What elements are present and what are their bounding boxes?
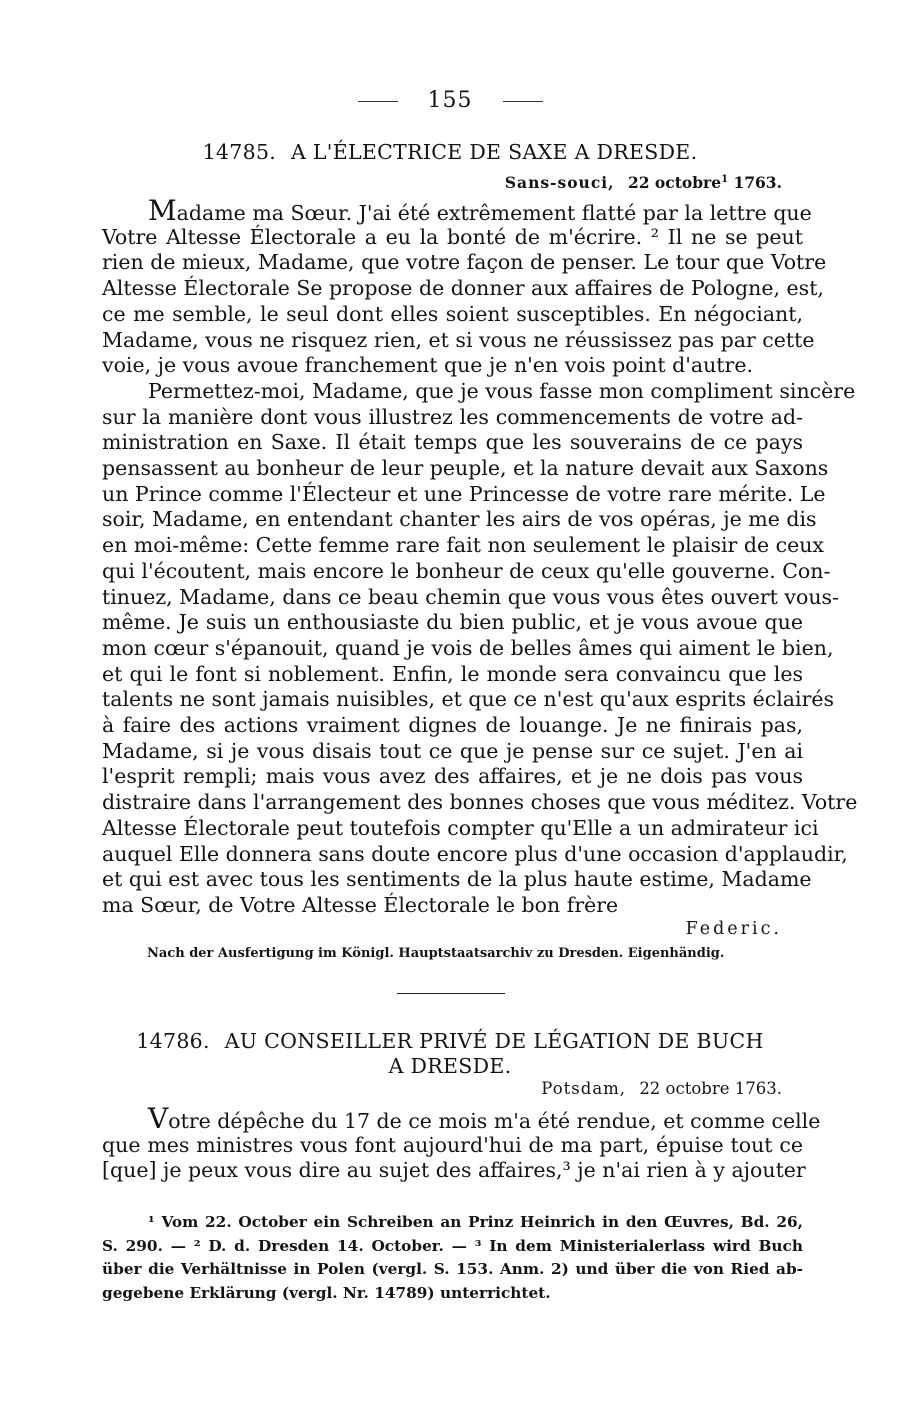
letter1-line: distraire dans l'arrangement des bonnes choses que vous méditez. Votre: [102, 790, 858, 815]
letter2-line: [que] je peux vous dire au sujet des affaires,³ je n'ai rien à y ajouter: [102, 1158, 806, 1183]
letter2-title-line1: AU CONSEILLER PRIVÉ DE LÉGATION DE BUCH: [224, 1029, 764, 1053]
letter1-line: même. Je suis un enthousiaste du bien public, et je vous avoue que: [102, 610, 803, 635]
letter1-line: Votre Altesse Électorale a eu la bonté de m'écrire. ² Il ne se peut: [102, 224, 803, 249]
letter1-line: Altesse Électorale Se propose de donner aux affaires de Pologne, est,: [102, 276, 824, 301]
letter1-line: à faire des actions vraiment dignes de louange. Je ne finirais pas,: [102, 713, 803, 737]
footnote-line: ¹ Vom 22. October ein Schreiben an Prinz Heinrich in den Œuvres, Bd. 26,: [148, 1213, 803, 1231]
letter2-place: Potsdam,: [541, 1079, 627, 1098]
letter1-line: ce me semble, le seul dont elles soient susceptibles. En négociant,: [102, 301, 803, 326]
letter1-line: Permettez-moi, Madame, que je vous fasse mon compliment sincère: [148, 378, 856, 403]
letter1-line: mon cœur s'épanouit, quand je vois de belles âmes qui aiment le bien,: [102, 635, 834, 660]
letter1-date-footnote-ref: 1: [721, 173, 729, 185]
letter1-number: 14785.: [202, 140, 277, 164]
letter1-line: ma Sœur, de Votre Altesse Électorale le bon frère: [102, 892, 619, 917]
letter1-title: A L'ÉLECTRICE DE SAXE A DRESDE.: [290, 140, 698, 164]
letter1-year: 1763.: [733, 173, 782, 192]
section-divider: [397, 993, 505, 994]
letter2-number: 14786.: [136, 1029, 210, 1053]
letter1-line: en moi-même: Cette femme rare fait non seulement le plaisir de ceux: [102, 533, 824, 558]
letter1-line: qui l'écoutent, mais encore le bonheur de ceux qu'elle gouverne. Con-: [102, 558, 831, 583]
letter1-line: et qui le font si noblement. Enfin, le monde sera convaincu que les: [102, 661, 803, 686]
letter1-line: et qui est avec tous les sentiments de la plus haute estime, Madame: [102, 867, 812, 892]
letter1-line: l'esprit rempli; mais vous avez des affaires, et je ne dois pas vous: [102, 764, 803, 789]
letter2-line: que mes ministres vous font aujourd'hui de ma part, épuise tout ce: [102, 1132, 803, 1157]
letter1-line: Altesse Électorale peut toutefois compter qu'Elle a un admirateur ici: [102, 815, 819, 840]
page-number: 155: [427, 88, 473, 113]
letter1-line: un Prince comme l'Électeur et une Princesse de votre rare mérite. Le: [102, 481, 826, 506]
footnote-line: S. 290. — ² D. d. Dresden 14. October. — ³ In dem Ministerialerlass wird Buch: [102, 1236, 803, 1255]
letter1-line: pensassent au bonheur de leur peuple, et la nature devait aux Saxons: [102, 456, 829, 480]
letter1-line: sur la manière dont vous illustrez les commencements de votre ad-: [102, 404, 803, 429]
letter1-line: soir, Madame, en entendant chanter les airs de vos opéras, je me dis: [102, 507, 817, 532]
page-header: [0, 88, 900, 113]
letter1-line: talents ne sont jamais nuisibles, et que ce n'est qu'aux esprits éclairés: [102, 687, 835, 712]
letter2-dateline: [541, 1079, 782, 1098]
letter2-heading: [100, 1029, 800, 1053]
header-rule-left: [358, 101, 398, 102]
letter1-line: rien de mieux, Madame, que votre façon de penser. Le tour que Votre: [102, 250, 827, 275]
letter1-heading: [100, 140, 800, 164]
letter1-signature: Federic.: [685, 919, 782, 939]
letter2-title-line2: A DRESDE.: [388, 1054, 512, 1078]
header-rule-right: [503, 101, 543, 102]
letter1-line: ministration en Saxe. Il était temps que les souverains de ce pays: [102, 430, 803, 455]
letter1-source-note: Nach der Ausfertigung im Königl. Hauptstaatsarchiv zu Dresden. Eigenhändig.: [147, 946, 725, 961]
letter1-line: Madame ma Sœur. J'ai été extrêmement flatté par la lettre que: [148, 194, 812, 227]
letter1-line: Madame, si je vous disais tout ce que je pense sur ce sujet. J'en ai: [102, 738, 803, 763]
letter2-date: 22 octobre 1763.: [639, 1079, 782, 1098]
letter1-line: tinuez, Madame, dans ce beau chemin que vous vous êtes ouvert vous-: [102, 584, 839, 609]
letter1-place: Sans-souci,: [504, 173, 615, 192]
letter1-line: auquel Elle donnera sans doute encore plus d'une occasion d'applaudir,: [102, 841, 848, 866]
letter1-dateline: [505, 173, 782, 192]
letter1-date: 22 octobre: [627, 173, 722, 192]
letter2-line: Votre dépêche du 17 de ce mois m'a été rendue, et comme celle: [148, 1102, 821, 1135]
footnote-line: über die Verhältnisse in Polen (vergl. S. 153. Anm. 2) und über die von Ried ab-: [102, 1260, 803, 1278]
letter1-line: Madame, vous ne risquez rien, et si vous ne réussissez pas par cette: [102, 327, 815, 352]
letter1-line: voie, je vous avoue franchement que je n'en vois point d'autre.: [102, 353, 753, 378]
footnote-line: gegebene Erklärung (vergl. Nr. 14789) unterrichtet.: [102, 1283, 551, 1302]
